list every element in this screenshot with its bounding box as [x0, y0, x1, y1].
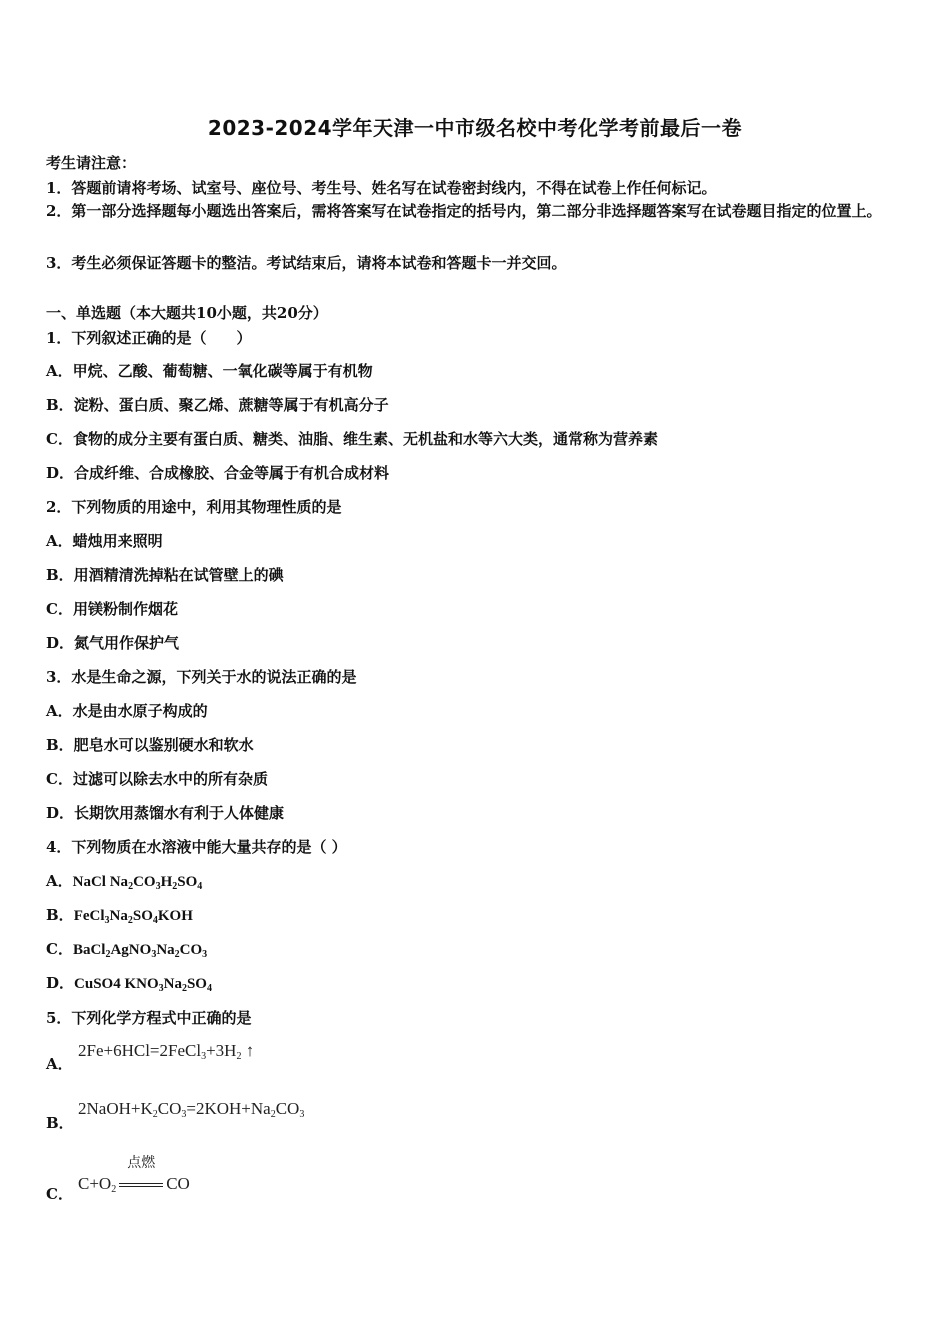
question-1-option-a: A．甲烷、乙酸、葡萄糖、一氧化碳等属于有机物 [46, 362, 373, 380]
question-4-option-b: B．$FeCl_3Na_2SO_4KOH$ [46, 906, 193, 926]
question-3-option-a: A．水是由水原子构成的 [46, 702, 208, 720]
question-3-option-b: B．肥皂水可以鉴别硬水和软水 [46, 736, 254, 754]
question-2-option-a: A．蜡烛用来照明 [46, 532, 163, 550]
section-heading: 一、单选题（本大题共10小题，共20分） [46, 304, 328, 322]
question-5-option-a-label: A． [46, 1055, 73, 1073]
question-1-option-c: C．食物的成分主要有蛋白质、糖类、油脂、维生素、无机盐和水等六大类，通常称为营养素 [46, 430, 658, 448]
question-2-option-c: C．用镁粉制作烟花 [46, 600, 178, 618]
question-1-stem: 1．下列叙述正确的是（ ） [46, 329, 252, 347]
question-3-option-d: D．长期饮用蒸馏水有利于人体健康 [46, 804, 285, 822]
question-5-option-a-equation: $2Fe+6HCl=2FeCl_3+3H_2$ ↑ [78, 1041, 255, 1062]
question-1-option-b: B．淀粉、蛋白质、聚乙烯、蔗糖等属于有机高分子 [46, 396, 389, 414]
question-2-option-b: B．用酒精清洗掉粘在试管壁上的碘 [46, 566, 284, 584]
notice-item-3: 3．考生必须保证答题卡的整洁。考试结束后，请将本试卷和答题卡一并交回。 [46, 254, 567, 272]
question-4-option-d: D．CuSO4 $KNO_3Na_2SO_4$ [46, 974, 212, 994]
question-5-option-b-equation: $2NaOH+K_2CO_3=2KOH+Na_2CO_3$ [78, 1099, 305, 1120]
question-4-option-a: A．NaCl $Na_2CO_3H_2SO_4$ [46, 872, 203, 892]
question-5-stem: 5．下列化学方程式中正确的是 [46, 1009, 252, 1027]
reaction-condition [118, 1155, 164, 1194]
condition-text: 点燃 [127, 1155, 156, 1171]
question-3-stem: 3．水是生命之源，下列关于水的说法正确的是 [46, 668, 357, 686]
question-5-option-b-label: B． [46, 1114, 74, 1132]
notice-item-2: 2．第一部分选择题每小题选出答案后，需将答案写在试卷指定的括号内，第二部分非选择题答案写在试卷题目指定的位置上。 [46, 202, 882, 220]
question-4-option-c: C．$BaCl_2AgNO_3Na_2CO_3$ [46, 940, 208, 960]
question-3-option-c: C．过滤可以除去水中的所有杂质 [46, 770, 268, 788]
question-2-option-d: D．氮气用作保护气 [46, 634, 180, 652]
question-1-option-d: D．合成纤维、合成橡胶、合金等属于有机合成材料 [46, 464, 390, 482]
question-5-option-c-equation: $C+O_2$ 点燃 CO [78, 1174, 190, 1195]
exam-title: 2023-2024学年天津一中市级名校中考化学考前最后一卷 [207, 116, 743, 140]
question-5-option-c-label: C． [46, 1185, 73, 1203]
notice-item-1: 1．答题前请将考场、试室号、座位号、考生号、姓名写在试卷密封线内，不得在试卷上作任何标记。 [46, 179, 717, 197]
notice-heading: 考生请注意： [46, 154, 137, 172]
question-4-stem: 4．下列物质在水溶液中能大量共存的是（ ） [46, 838, 347, 856]
equals-bar [119, 1183, 163, 1187]
question-2-stem: 2．下列物质的用途中，利用其物理性质的是 [46, 498, 342, 516]
